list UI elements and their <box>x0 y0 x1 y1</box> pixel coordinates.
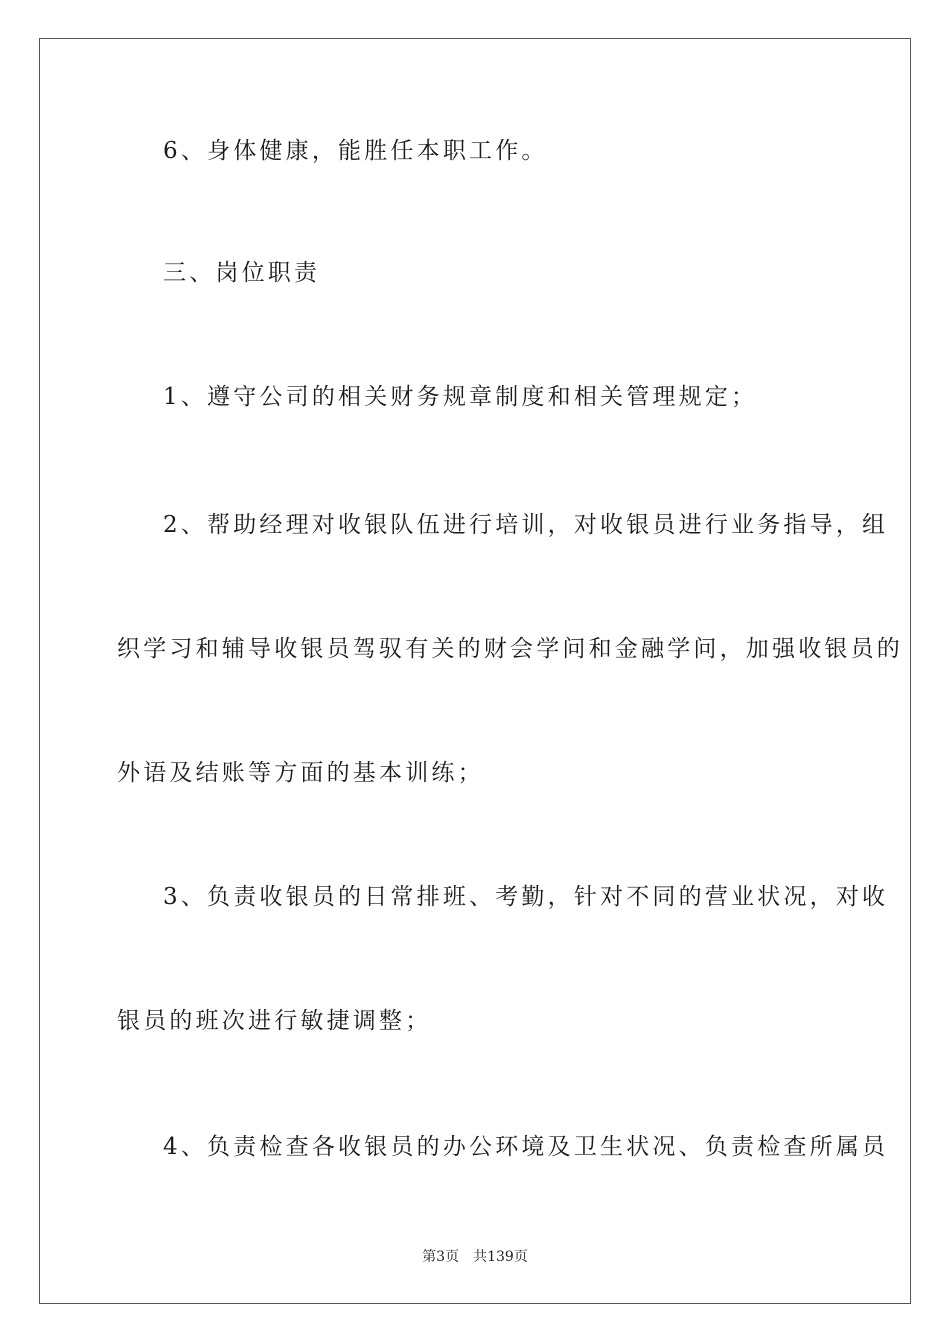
paragraph-duty-1: 1、遵守公司的相关财务规章制度和相关管理规定； <box>163 384 758 410</box>
page-border <box>39 38 911 1304</box>
paragraph-duty-2-line-1: 2、帮助经理对收银队伍进行培训，对收银员进行业务指导，组 <box>163 512 889 538</box>
section-heading-duties: 三、岗位职责 <box>163 260 321 286</box>
page-number: 第3页 <box>422 1249 460 1265</box>
paragraph-health-requirement: 6、身体健康，能胜任本职工作。 <box>163 138 548 164</box>
paragraph-duty-2-line-3: 外语及结账等方面的基本训练； <box>117 760 484 786</box>
paragraph-duty-3-line-2: 银员的班次进行敏捷调整； <box>117 1008 432 1034</box>
page-footer <box>0 1246 950 1266</box>
paragraph-duty-2-line-2: 织学习和辅导收银员驾驭有关的财会学问和金融学问，加强收银员的 <box>117 636 903 662</box>
page-total: 共139页 <box>473 1249 528 1265</box>
paragraph-duty-3-line-1: 3、负责收银员的日常排班、考勤，针对不同的营业状况，对收 <box>163 884 889 910</box>
paragraph-duty-4-line-1: 4、负责检查各收银员的办公环境及卫生状况、负责检查所属员 <box>163 1134 889 1160</box>
